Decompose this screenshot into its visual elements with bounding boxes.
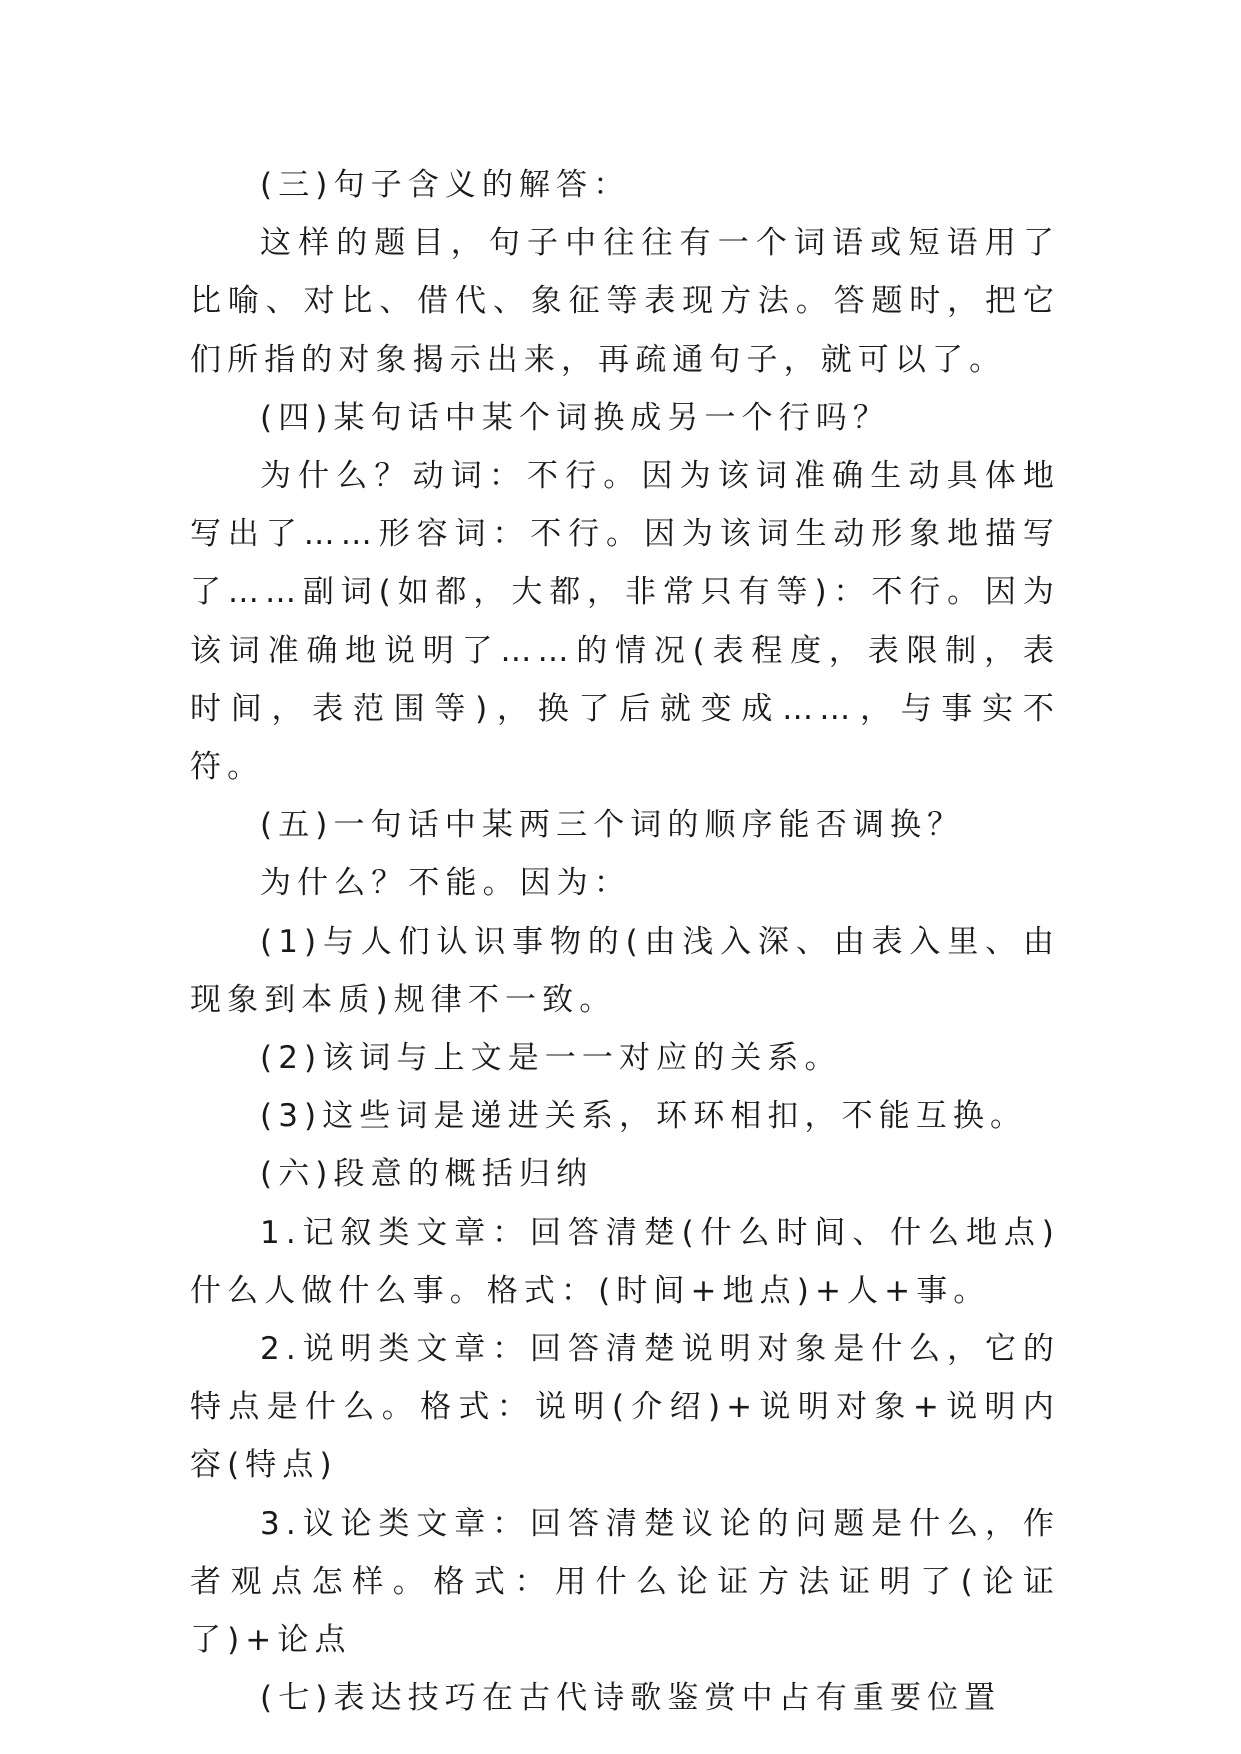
body-paragraph: 为什么？动词：不行。因为该词准确生动具体地写出了……形容词：不行。因为该词生动形象地描写了……副词(如都，大都，非常只有等)：不行。因为该词准确地说明了……的情况(表程度，表限制，表时间，表范围等)，换了后就变成……，与事实不符。 <box>190 458 1060 786</box>
section-heading-6: (六)段意的概括归纳 <box>260 1156 594 1193</box>
list-item: (2)该词与上文是一一对应的关系。 <box>260 1040 842 1077</box>
list-item: (1)与人们认识事物的(由浅入深、由表入里、由现象到本质)规律不一致。 <box>190 923 1060 1018</box>
list-item: 2.说明类文章：回答清楚说明对象是什么，它的特点是什么。格式：说明(介绍)+说明对象+说明内容(特点) <box>190 1331 1060 1484</box>
document-body <box>190 156 1060 1727</box>
section-heading-5: (五)一句话中某两三个词的顺序能否调换？ <box>260 807 965 844</box>
body-paragraph: 这样的题目，句子中往往有一个词语或短语用了比喻、对比、借代、象征等表现方法。答题时，把它们所指的对象揭示出来，再疏通句子，就可以了。 <box>190 225 1060 378</box>
list-item: 1.记叙类文章：回答清楚(什么时间、什么地点)什么人做什么事。格式：(时间+地点)+人+事。 <box>190 1214 1060 1309</box>
section-heading-4: (四)某句话中某个词换成另一个行吗？ <box>260 399 890 436</box>
list-item: (3)这些词是递进关系，环环相扣，不能互换。 <box>260 1098 1028 1135</box>
section-heading-7: (七)表达技巧在古代诗歌鉴赏中占有重要位置 <box>260 1680 1002 1717</box>
list-item: 3.议论类文章：回答清楚议论的问题是什么，作者观点怎样。格式：用什么论证方法证明了(论证了)+论点 <box>190 1505 1060 1659</box>
section-heading-3: (三)句子含义的解答： <box>260 167 631 203</box>
body-paragraph: 为什么？不能。因为： <box>260 865 631 902</box>
